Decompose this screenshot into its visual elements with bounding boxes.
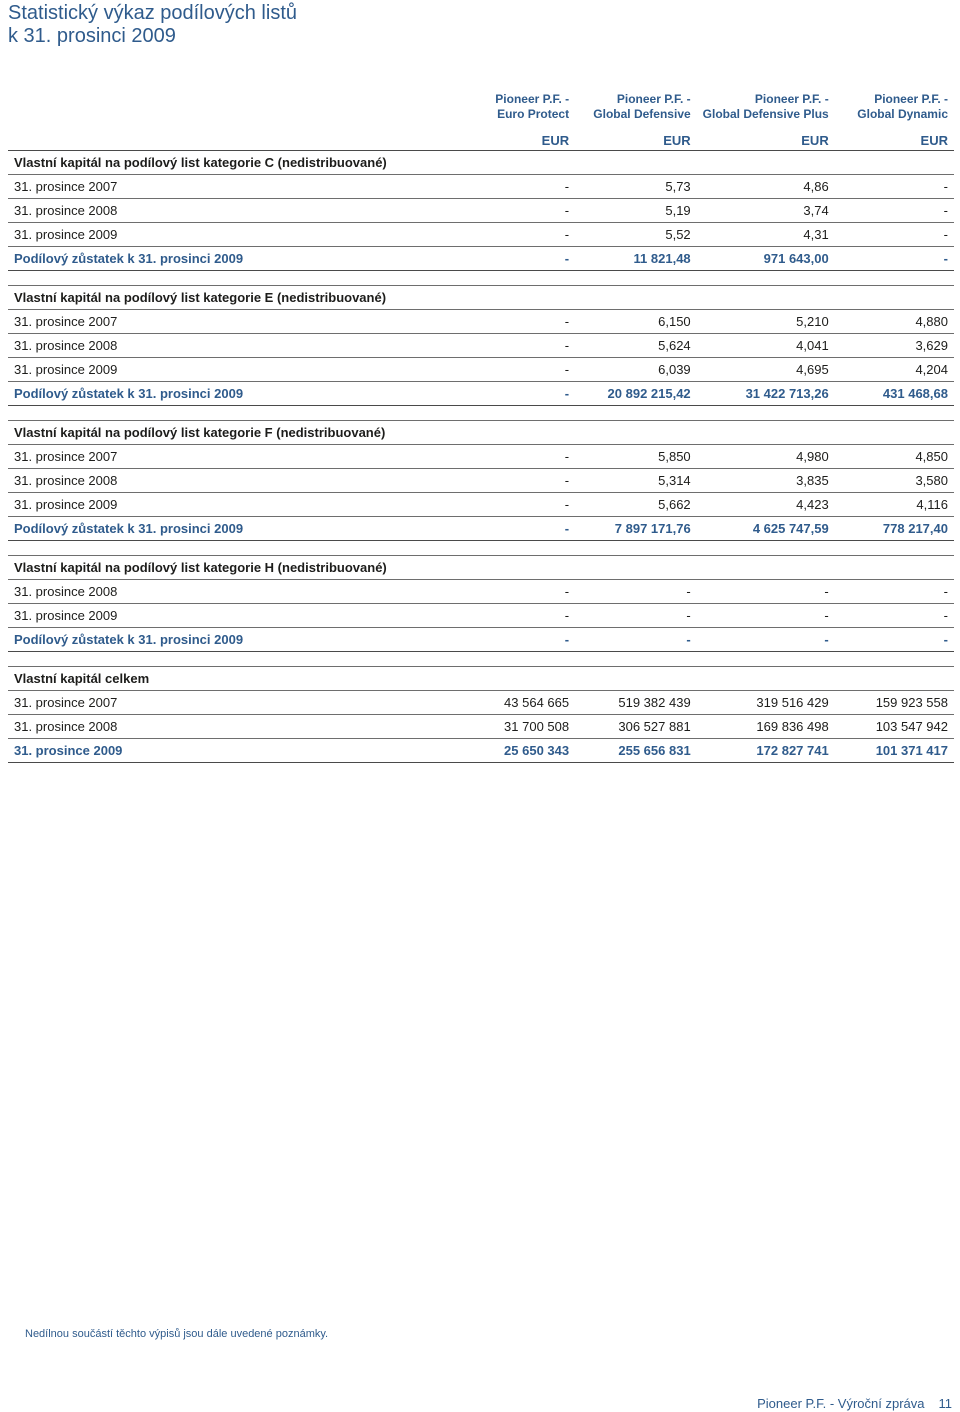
table-row-label: 31. prosince 2007: [8, 175, 462, 199]
table-row-value: 169 836 498: [697, 715, 835, 739]
section-heading-value: [575, 667, 697, 691]
table-row-label: 31. prosince 2007: [8, 691, 462, 715]
table-row-value: 4,041: [697, 334, 835, 358]
section-heading-label: Vlastní kapitál na podílový list kategorie C (nedistribuované): [8, 151, 462, 175]
table-row: [8, 580, 954, 604]
table-row-value: -: [462, 358, 575, 382]
table-row-value: -: [835, 604, 954, 628]
section-spacer: [8, 406, 954, 421]
table-row-value: 3,629: [835, 334, 954, 358]
total-row-value: -: [462, 517, 575, 541]
section-spacer-cell: [8, 652, 954, 667]
table-row: [8, 604, 954, 628]
total-row-value: 431 468,68: [835, 382, 954, 406]
currency-cell: EUR: [697, 130, 835, 151]
table-row-label: 31. prosince 2008: [8, 199, 462, 223]
total-row-value: 20 892 215,42: [575, 382, 697, 406]
table-body: [8, 88, 954, 763]
currency-cell: EUR: [835, 130, 954, 151]
section-heading-value: [697, 667, 835, 691]
table-row: [8, 691, 954, 715]
table-row-value: -: [697, 604, 835, 628]
section-spacer-cell: [8, 406, 954, 421]
table-row: [8, 445, 954, 469]
table-row-value: 3,835: [697, 469, 835, 493]
section-heading-value: [697, 421, 835, 445]
table-row-value: 4,850: [835, 445, 954, 469]
currency-row: [8, 130, 954, 151]
section-heading-value: [835, 556, 954, 580]
page-number: 11: [938, 1396, 952, 1411]
section-spacer: [8, 652, 954, 667]
table-row-label: 31. prosince 2009: [8, 493, 462, 517]
title-line-1: Statistický výkaz podílových listů: [8, 2, 297, 24]
table-row-value: -: [835, 223, 954, 247]
table-row-value: -: [462, 310, 575, 334]
section-heading-value: [835, 421, 954, 445]
total-row: [8, 739, 954, 763]
table-row-label: 31. prosince 2009: [8, 358, 462, 382]
table-row: [8, 493, 954, 517]
table-row-value: -: [462, 223, 575, 247]
table-row-value: 5,314: [575, 469, 697, 493]
table-row-value: -: [462, 580, 575, 604]
table-row-value: -: [462, 199, 575, 223]
section-heading-value: [835, 667, 954, 691]
section-heading-value: [575, 556, 697, 580]
table-row: [8, 358, 954, 382]
section-heading-label: Vlastní kapitál celkem: [8, 667, 462, 691]
total-row: [8, 628, 954, 652]
table-row-value: 4,86: [697, 175, 835, 199]
table-row: [8, 715, 954, 739]
currency-spacer: [8, 130, 462, 151]
total-row-value: -: [462, 382, 575, 406]
total-row-value: 971 643,00: [697, 247, 835, 271]
total-row-value: -: [462, 247, 575, 271]
section-spacer-cell: [8, 541, 954, 556]
table-row-value: 5,210: [697, 310, 835, 334]
table-row-label: 31. prosince 2009: [8, 604, 462, 628]
table-row-label: 31. prosince 2008: [8, 334, 462, 358]
table-row-label: 31. prosince 2008: [8, 715, 462, 739]
table-row-value: 4,204: [835, 358, 954, 382]
section-heading-label: Vlastní kapitál na podílový list kategorie E (nedistribuované): [8, 286, 462, 310]
section-heading: [8, 667, 954, 691]
table-row-value: 159 923 558: [835, 691, 954, 715]
table-row-value: 4,31: [697, 223, 835, 247]
total-row-value: -: [697, 628, 835, 652]
total-row-label: Podílový zůstatek k 31. prosinci 2009: [8, 247, 462, 271]
table-row-label: 31. prosince 2007: [8, 310, 462, 334]
section-heading: [8, 151, 954, 175]
page-title: [8, 2, 297, 48]
table-row-value: 4,695: [697, 358, 835, 382]
title-line-2: k 31. prosinci 2009: [8, 25, 176, 47]
table-row-value: -: [697, 580, 835, 604]
table-row-value: -: [835, 199, 954, 223]
total-row-value: -: [835, 247, 954, 271]
footer-text: Pioneer P.F. - Výroční zpráva: [757, 1396, 925, 1411]
table-row-value: 319 516 429: [697, 691, 835, 715]
table-row-value: 306 527 881: [575, 715, 697, 739]
section-heading-value: [575, 286, 697, 310]
total-row-value: 101 371 417: [835, 739, 954, 763]
section-spacer: [8, 541, 954, 556]
table-row-value: -: [462, 334, 575, 358]
table-row-value: 4,116: [835, 493, 954, 517]
fund-header-2: Pioneer P.F. - Global Defensive Plus: [702, 92, 829, 121]
table-row: [8, 199, 954, 223]
total-row-label: Podílový zůstatek k 31. prosinci 2009: [8, 628, 462, 652]
total-row-value: 7 897 171,76: [575, 517, 697, 541]
section-heading-label: Vlastní kapitál na podílový list kategorie H (nedistribuované): [8, 556, 462, 580]
table-row-value: -: [575, 604, 697, 628]
section-heading-value: [835, 151, 954, 175]
section-heading-value: [575, 151, 697, 175]
table-row-value: 43 564 665: [462, 691, 575, 715]
table-row-value: -: [462, 175, 575, 199]
footnote: Nedílnou součástí těchto výpisů jsou dále uvedené poznámky.: [25, 1328, 329, 1340]
section-heading-value: [462, 286, 575, 310]
table-row-value: 5,73: [575, 175, 697, 199]
total-row-value: -: [575, 628, 697, 652]
total-row-label: Podílový zůstatek k 31. prosinci 2009: [8, 517, 462, 541]
total-row-value: 11 821,48: [575, 247, 697, 271]
fund-header-row: [8, 88, 954, 130]
section-heading-value: [697, 151, 835, 175]
currency-cell: EUR: [575, 130, 697, 151]
table-row-value: 6,039: [575, 358, 697, 382]
total-row-label: Podílový zůstatek k 31. prosinci 2009: [8, 382, 462, 406]
table-row-value: 103 547 942: [835, 715, 954, 739]
total-row-value: 778 217,40: [835, 517, 954, 541]
table-row-value: 3,74: [697, 199, 835, 223]
table-row-value: -: [835, 175, 954, 199]
table-row-value: -: [575, 580, 697, 604]
total-row-value: 255 656 831: [575, 739, 697, 763]
table-row-value: 5,52: [575, 223, 697, 247]
section-heading: [8, 286, 954, 310]
table-row: [8, 223, 954, 247]
fund-header-1: Pioneer P.F. - Global Defensive: [593, 92, 691, 121]
table-row: [8, 469, 954, 493]
table-row-label: 31. prosince 2008: [8, 580, 462, 604]
table-row-value: -: [835, 580, 954, 604]
statistics-table: [8, 88, 954, 763]
section-heading-value: [697, 556, 835, 580]
section-heading-value: [462, 151, 575, 175]
section-heading: [8, 556, 954, 580]
table-row-label: 31. prosince 2008: [8, 469, 462, 493]
fund-header-spacer: [8, 88, 462, 130]
total-row-value: -: [462, 628, 575, 652]
total-row-value: 31 422 713,26: [697, 382, 835, 406]
fund-header-0: Pioneer P.F. - Euro Protect: [495, 92, 570, 121]
section-heading-value: [462, 556, 575, 580]
table-row-value: 3,580: [835, 469, 954, 493]
page-footer: [757, 1396, 952, 1411]
section-spacer-cell: [8, 271, 954, 286]
table-row: [8, 175, 954, 199]
currency-cell: EUR: [462, 130, 575, 151]
section-heading-value: [835, 286, 954, 310]
table-row-value: 519 382 439: [575, 691, 697, 715]
table-row-value: -: [462, 445, 575, 469]
total-row-value: -: [835, 628, 954, 652]
section-heading-value: [462, 667, 575, 691]
total-row: [8, 517, 954, 541]
table-row-value: 5,624: [575, 334, 697, 358]
table-row-value: 5,662: [575, 493, 697, 517]
fund-header-3: Pioneer P.F. - Global Dynamic: [857, 92, 948, 121]
table-row-label: 31. prosince 2007: [8, 445, 462, 469]
table-row-value: -: [462, 469, 575, 493]
table-row-value: 4,880: [835, 310, 954, 334]
table-row-value: 31 700 508: [462, 715, 575, 739]
section-heading-value: [575, 421, 697, 445]
table-row: [8, 310, 954, 334]
total-row-value: 4 625 747,59: [697, 517, 835, 541]
table-row: [8, 334, 954, 358]
total-row: [8, 382, 954, 406]
table-row-value: 4,423: [697, 493, 835, 517]
total-row-label: 31. prosince 2009: [8, 739, 462, 763]
total-row: [8, 247, 954, 271]
table-row-value: -: [462, 493, 575, 517]
table-row-value: 6,150: [575, 310, 697, 334]
total-row-value: 172 827 741: [697, 739, 835, 763]
section-heading-value: [697, 286, 835, 310]
table-row-value: -: [462, 604, 575, 628]
table-row-value: 5,850: [575, 445, 697, 469]
table-row-value: 5,19: [575, 199, 697, 223]
section-heading-value: [462, 421, 575, 445]
section-spacer: [8, 271, 954, 286]
section-heading: [8, 421, 954, 445]
total-row-value: 25 650 343: [462, 739, 575, 763]
section-heading-label: Vlastní kapitál na podílový list kategorie F (nedistribuované): [8, 421, 462, 445]
table-row-label: 31. prosince 2009: [8, 223, 462, 247]
table-row-value: 4,980: [697, 445, 835, 469]
